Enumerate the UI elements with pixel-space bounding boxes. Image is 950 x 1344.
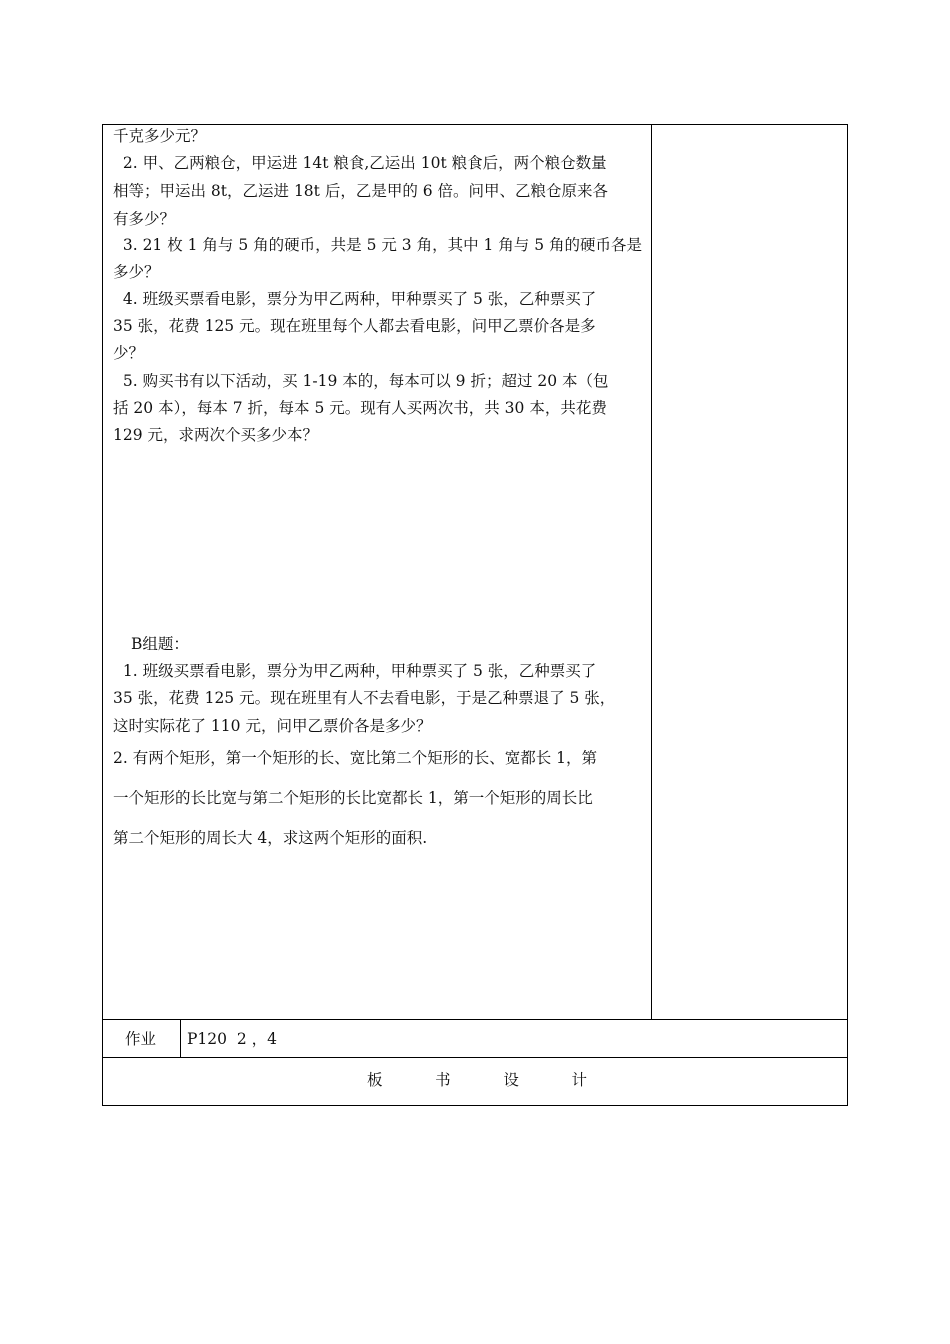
problem-3-line-1: 3. 21 枚 1 角与 5 角的硬币，共是 5 元 3 角，其中 1 角与 5 角的硬币各是 [113, 236, 643, 254]
homework-label: 作业 [125, 1030, 157, 1048]
homework-label-divider [180, 1019, 181, 1057]
homework-value: P120 2 ，4 [187, 1030, 278, 1048]
board-design-char-2: 书 [435, 1071, 451, 1089]
problem-5-line-3: 129 元，求两次个买多少本？ [113, 426, 319, 444]
problem-3-line-2: 多少？ [113, 263, 160, 281]
board-design-label [367, 1068, 587, 1090]
group-b-problem-1-line-1: 1. 班级买票看电影，票分为甲乙两种，甲种票买了 5 张，乙种票买了 [113, 662, 597, 680]
problem-2-line-3: 有多少？ [113, 210, 176, 228]
group-b-problem-1-line-2: 35 张，花费 125 元。现在班里有人不去看电影，于是乙种票退了 5 张， [113, 689, 616, 707]
problem-5-line-2: 括 20 本），每本 7 折，每本 5 元。现有人买两次书，共 30 本，共花费 [113, 399, 607, 417]
main-cell-bottom-border [103, 1019, 847, 1020]
problem-5-line-1: 5. 购买书有以下活动，买 1-19 本的，每本可以 9 折；超过 20 本（包 [113, 372, 609, 390]
board-design-char-4: 计 [571, 1071, 587, 1089]
board-design-char-1: 板 [367, 1071, 383, 1089]
problem-2-line-1: 2. 甲、乙两粮仓，甲运进 14t 粮食,乙运出 10t 粮食后，两个粮仓数量 [113, 154, 607, 172]
right-column-divider [651, 125, 652, 1019]
group-b-problem-2-line-3: 第二个矩形的周长大 4，求这两个矩形的面积. [113, 829, 428, 847]
group-b-problem-2-line-2: 一个矩形的长比宽与第二个矩形的长比宽都长 1，第一个矩形的周长比 [113, 789, 593, 807]
group-b-title: B组题： [131, 635, 189, 653]
problem-4-line-2: 35 张，花费 125 元。现在班里每个人都去看电影，问甲乙票价各是多 [113, 317, 596, 335]
homework-row-bottom-border [103, 1057, 847, 1058]
problem-2-line-2: 相等；甲运出 8t，乙运进 18t 后，乙是甲的 6 倍。问甲、乙粮仓原来各 [113, 182, 609, 200]
problem-4-line-1: 4. 班级买票看电影，票分为甲乙两种，甲种票买了 5 张，乙种票买了 [113, 290, 597, 308]
group-b-problem-2-line-1: 2. 有两个矩形，第一个矩形的长、宽比第二个矩形的长、宽都长 1，第 [113, 749, 598, 767]
board-design-char-3: 设 [503, 1071, 519, 1089]
group-b-problem-1-line-3: 这时实际花了 110 元，问甲乙票价各是多少？ [113, 717, 432, 735]
text-line: 千克多少元？ [113, 127, 207, 145]
problem-4-line-3: 少？ [113, 344, 145, 362]
lesson-table [102, 124, 848, 1106]
